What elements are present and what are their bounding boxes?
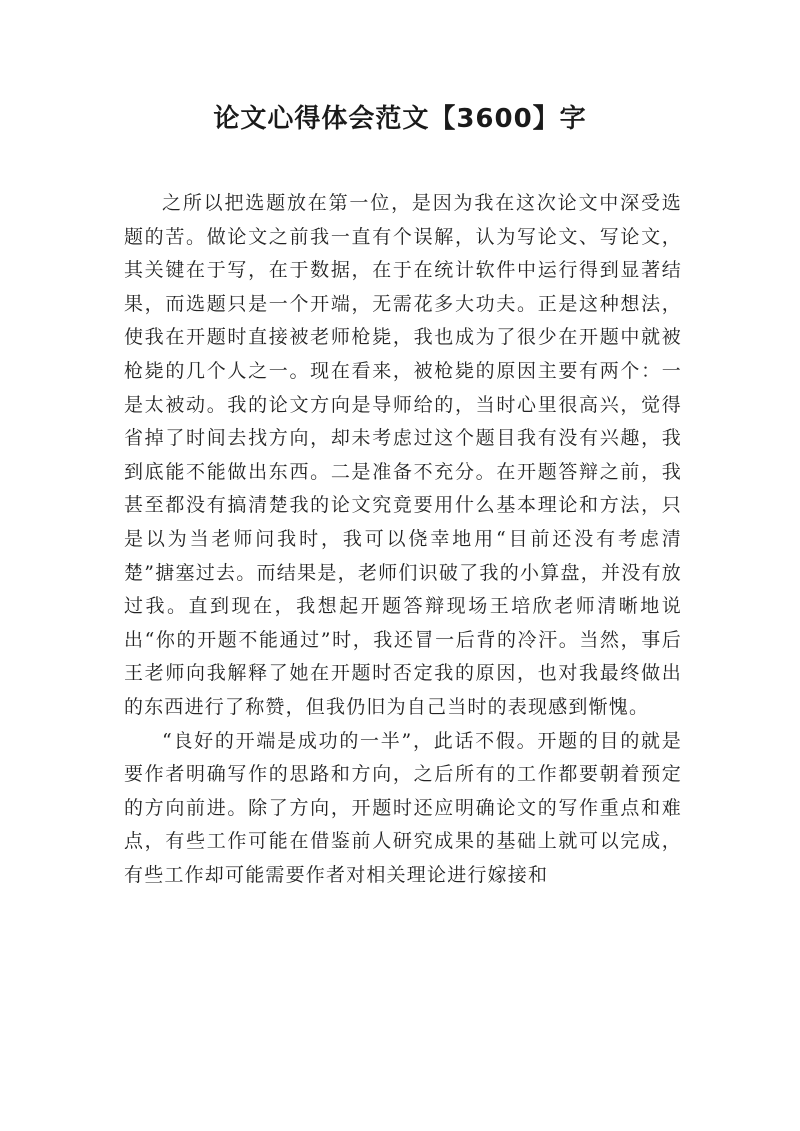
paragraph: “良好的开端是成功的一半”，此话不假。开题的目的就是要作者明确写作的思路和方向，之后所有的工作都要朝着预定的方向前进。除了方向，开题时还应明确论文的写作重点和难点，有些工作可能在借鉴前人研究成果的基础上就可以完成，有些工作却可能需要作者对相关理论进行嫁接和 xyxy=(124,729,682,886)
document-title: 论文心得体会范文【3600】字 xyxy=(213,104,587,134)
document-body xyxy=(124,187,682,892)
paragraph: 之所以把选题放在第一位，是因为我在这次论文中深受选题的苦。做论文之前我一直有个误解，认为写论文、写论文，其关键在于写，在于数据，在于在统计软件中运行得到显著结果，而选题只是一个开端，无需花多大功夫。正是这种想法，使我在开题时直接被老师枪毙，我也成为了很少在开题中就被枪毙的几个人之一。现在看来，被枪毙的原因主要有两个：一是太被动。我的论文方向是导师给的，当时心里很高兴，觉得省掉了时间去找方向，却未考虑过这个题目我有没有兴趣，我到底能不能做出东西。二是准备不充分。在开题答辩之前，我甚至都没有搞清楚我的论文究竟要用什么基本理论和方法，只是以为当老师问我时，我可以侥幸地用“目前还没有考虑清楚”搪塞过去。而结果是，老师们识破了我的小算盘，并没有放过我。直到现在，我想起开题答辩现场王培欣老师清晰地说出“你的开题不能通过”时，我还冒一后背的冷汗。当然，事后王老师向我解释了她在开题时否定我的原因，也对我最终做出的东西进行了称赞，但我仍旧为自己当时的表现感到惭愧。 xyxy=(124,192,682,718)
